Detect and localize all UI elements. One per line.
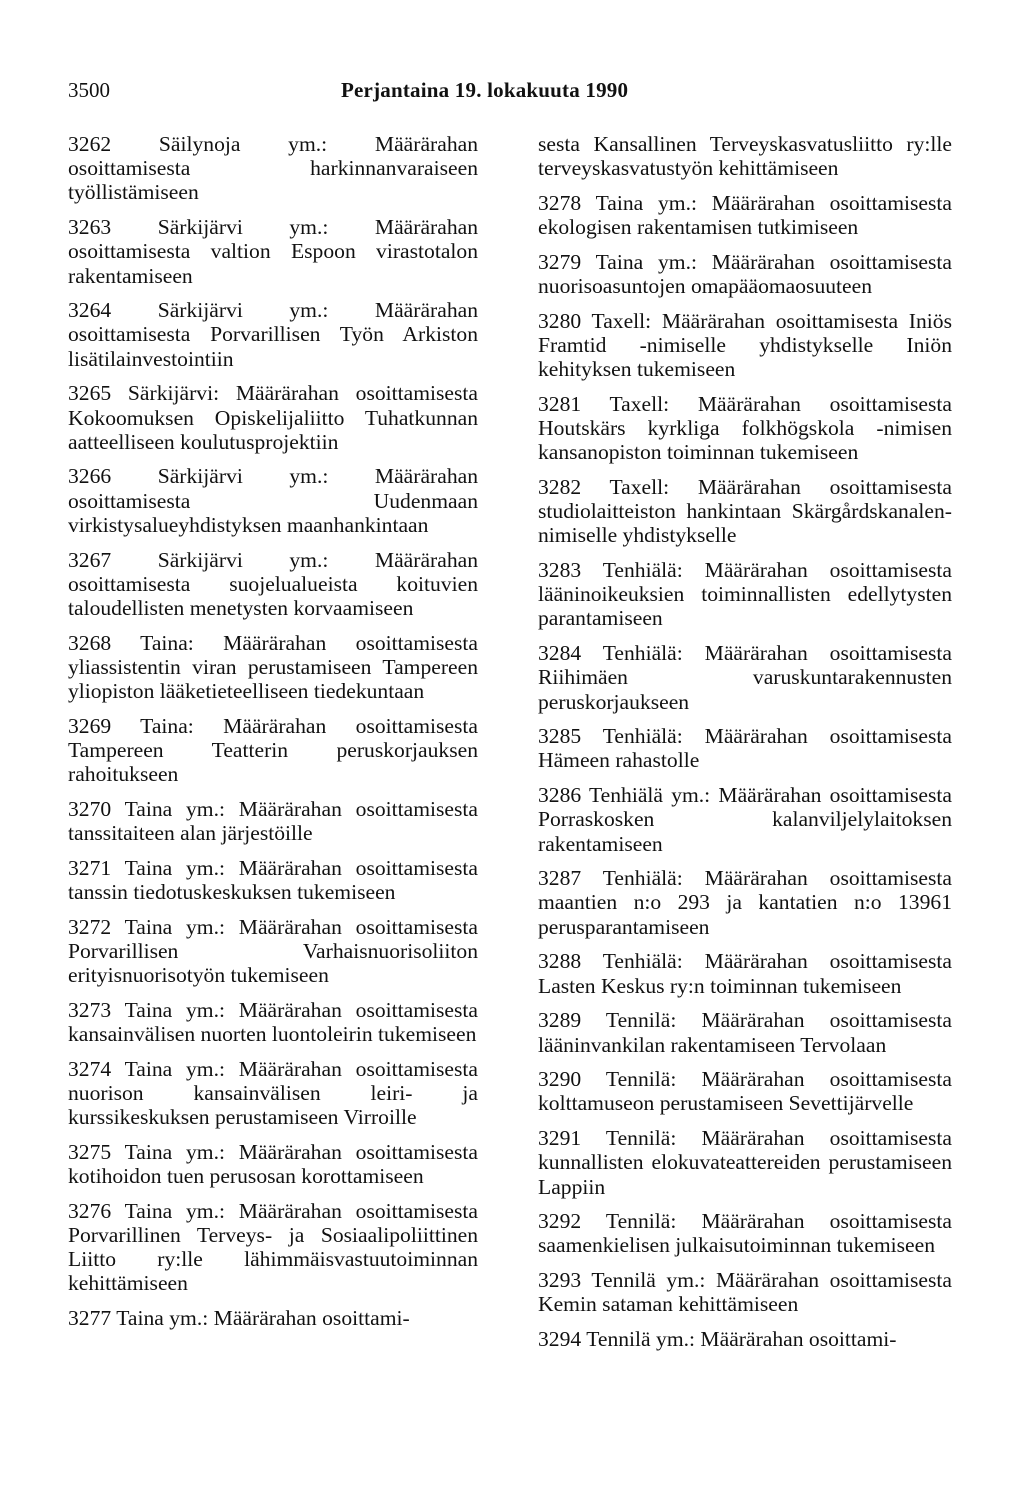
list-item: 3283 Tenhiälä: Määrärahan osoittamisesta lääninoikeuksien toiminnallisten edellytysten parantamiseen <box>538 558 952 631</box>
list-item: 3292 Tennilä: Määrärahan osoittamisesta saamenkielisen julkaisutoiminnan tukemiseen <box>538 1209 952 1258</box>
list-item: 3263 Särkijärvi ym.: Määrärahan osoittamisesta valtion Espoon virastotalon rakentamiseen <box>68 215 478 288</box>
list-item: 3268 Taina: Määrärahan osoittamisesta yliassistentin viran perustamiseen Tampereen yliopiston lääketieteelliseen tiedekuntaan <box>68 630 478 704</box>
list-item: 3278 Taina ym.: Määrärahan osoittamisesta ekologisen rakentamisen tutkimiseen <box>538 190 952 240</box>
list-item: 3288 Tenhiälä: Määrärahan osoittamisesta Lasten Keskus ry:n toiminnan tukemiseen <box>538 949 952 998</box>
list-item: 3280 Taxell: Määrärahan osoittamisesta Iniös Framtid -nimiselle yhdistykselle Iniön kehityksen tukemiseen <box>538 308 952 382</box>
list-item: 3281 Taxell: Määrärahan osoittamisesta Houtskärs kyrkliga folkhögskola -nimisen kansanopiston toiminnan tukemiseen <box>538 391 952 465</box>
list-item: 3282 Taxell: Määrärahan osoittamisesta studiolaitteiston hankintaan Skärgårdskanalen-nimiselle yhdistykselle <box>538 474 952 548</box>
list-item: 3284 Tenhiälä: Määrärahan osoittamisesta Riihimäen varuskuntarakennusten peruskorjaukseen <box>538 641 952 714</box>
list-item: 3293 Tennilä ym.: Määrärahan osoittamisesta Kemin sataman kehittämiseen <box>538 1268 952 1317</box>
list-item: 3290 Tennilä: Määrärahan osoittamisesta kolttamuseon perustamiseen Sevettijärvelle <box>538 1067 952 1116</box>
list-item: 3291 Tennilä: Määrärahan osoittamisesta kunnallisten elokuvateattereiden perustamiseen Lappiin <box>538 1126 952 1199</box>
list-item: 3286 Tenhiälä ym.: Määrärahan osoittamisesta Porraskosken kalanviljelylaitoksen rakentamiseen <box>538 783 952 856</box>
list-item: 3275 Taina ym.: Määrärahan osoittamisesta kotihoidon tuen perusosan korottamiseen <box>68 1139 478 1189</box>
list-item: 3294 Tennilä ym.: Määrärahan osoittami- <box>538 1327 897 1352</box>
list-item: 3277 Taina ym.: Määrärahan osoittami- <box>68 1306 410 1331</box>
list-item: sesta Kansallinen Terveyskasvatusliitto ry:lle terveyskasvatustyön kehittämiseen <box>538 132 952 181</box>
running-head: Perjantaina 19. lokakuuta 1990 <box>341 78 629 102</box>
list-item: 3265 Särkijärvi: Määrärahan osoittamisesta Kokoomuksen Opiskelijaliitto Tuhatkunnan aatteelliseen koulutusprojektiin <box>68 381 478 454</box>
list-item: 3279 Taina ym.: Määrärahan osoittamisesta nuorisoasuntojen omapääomaosuuteen <box>538 249 952 299</box>
list-item: 3267 Särkijärvi ym.: Määrärahan osoittamisesta suojelualueista koituvien taloudellisten menetysten korvaamiseen <box>68 547 478 620</box>
list-item: 3269 Taina: Määrärahan osoittamisesta Tampereen Teatterin peruskorjauksen rahoitukseen <box>68 713 478 787</box>
list-item: 3266 Särkijärvi ym.: Määrärahan osoittamisesta Uudenmaan virkistysalueyhdistyksen maanhankintaan <box>68 464 478 537</box>
list-item: 3264 Särkijärvi ym.: Määrärahan osoittamisesta Porvarillisen Työn Arkiston lisätilainvestointiin <box>68 298 478 371</box>
list-item: 3273 Taina ym.: Määrärahan osoittamisesta kansainvälisen nuorten luontoleirin tukemiseen <box>68 997 478 1046</box>
list-item: 3271 Taina ym.: Määrärahan osoittamisesta tanssin tiedotuskeskuksen tukemiseen <box>68 855 478 904</box>
list-item: 3270 Taina ym.: Määrärahan osoittamisesta tanssitaiteen alan järjestöille <box>68 796 478 846</box>
right-column <box>538 132 952 1362</box>
list-item: 3289 Tennilä: Määrärahan osoittamisesta lääninvankilan rakentamiseen Tervolaan <box>538 1008 952 1057</box>
list-item: 3285 Tenhiälä: Määrärahan osoittamisesta Hämeen rahastolle <box>538 724 952 773</box>
left-column <box>68 132 478 1341</box>
page-number: 3500 <box>68 78 110 102</box>
list-item: 3272 Taina ym.: Määrärahan osoittamisesta Porvarillisen Varhaisnuorisoliiton erityisnuorisotyön tukemiseen <box>68 914 478 988</box>
list-item: 3262 Säilynoja ym.: Määrärahan osoittamisesta harkinnanvaraiseen työllistämiseen <box>68 132 478 205</box>
page-header <box>0 78 1024 106</box>
list-item: 3276 Taina ym.: Määrärahan osoittamisesta Porvarillinen Terveys- ja Sosiaalipoliittinen Liitto ry:lle lähimmäisvastuutoiminnan kehittämiseen <box>68 1198 478 1296</box>
list-item: 3287 Tenhiälä: Määrärahan osoittamisesta maantien n:o 293 ja kantatien n:o 13961 perusparantamiseen <box>538 866 952 939</box>
list-item: 3274 Taina ym.: Määrärahan osoittamisesta nuorison kansainvälisen leiri- ja kurssikeskuksen perustamiseen Virroille <box>68 1056 478 1130</box>
